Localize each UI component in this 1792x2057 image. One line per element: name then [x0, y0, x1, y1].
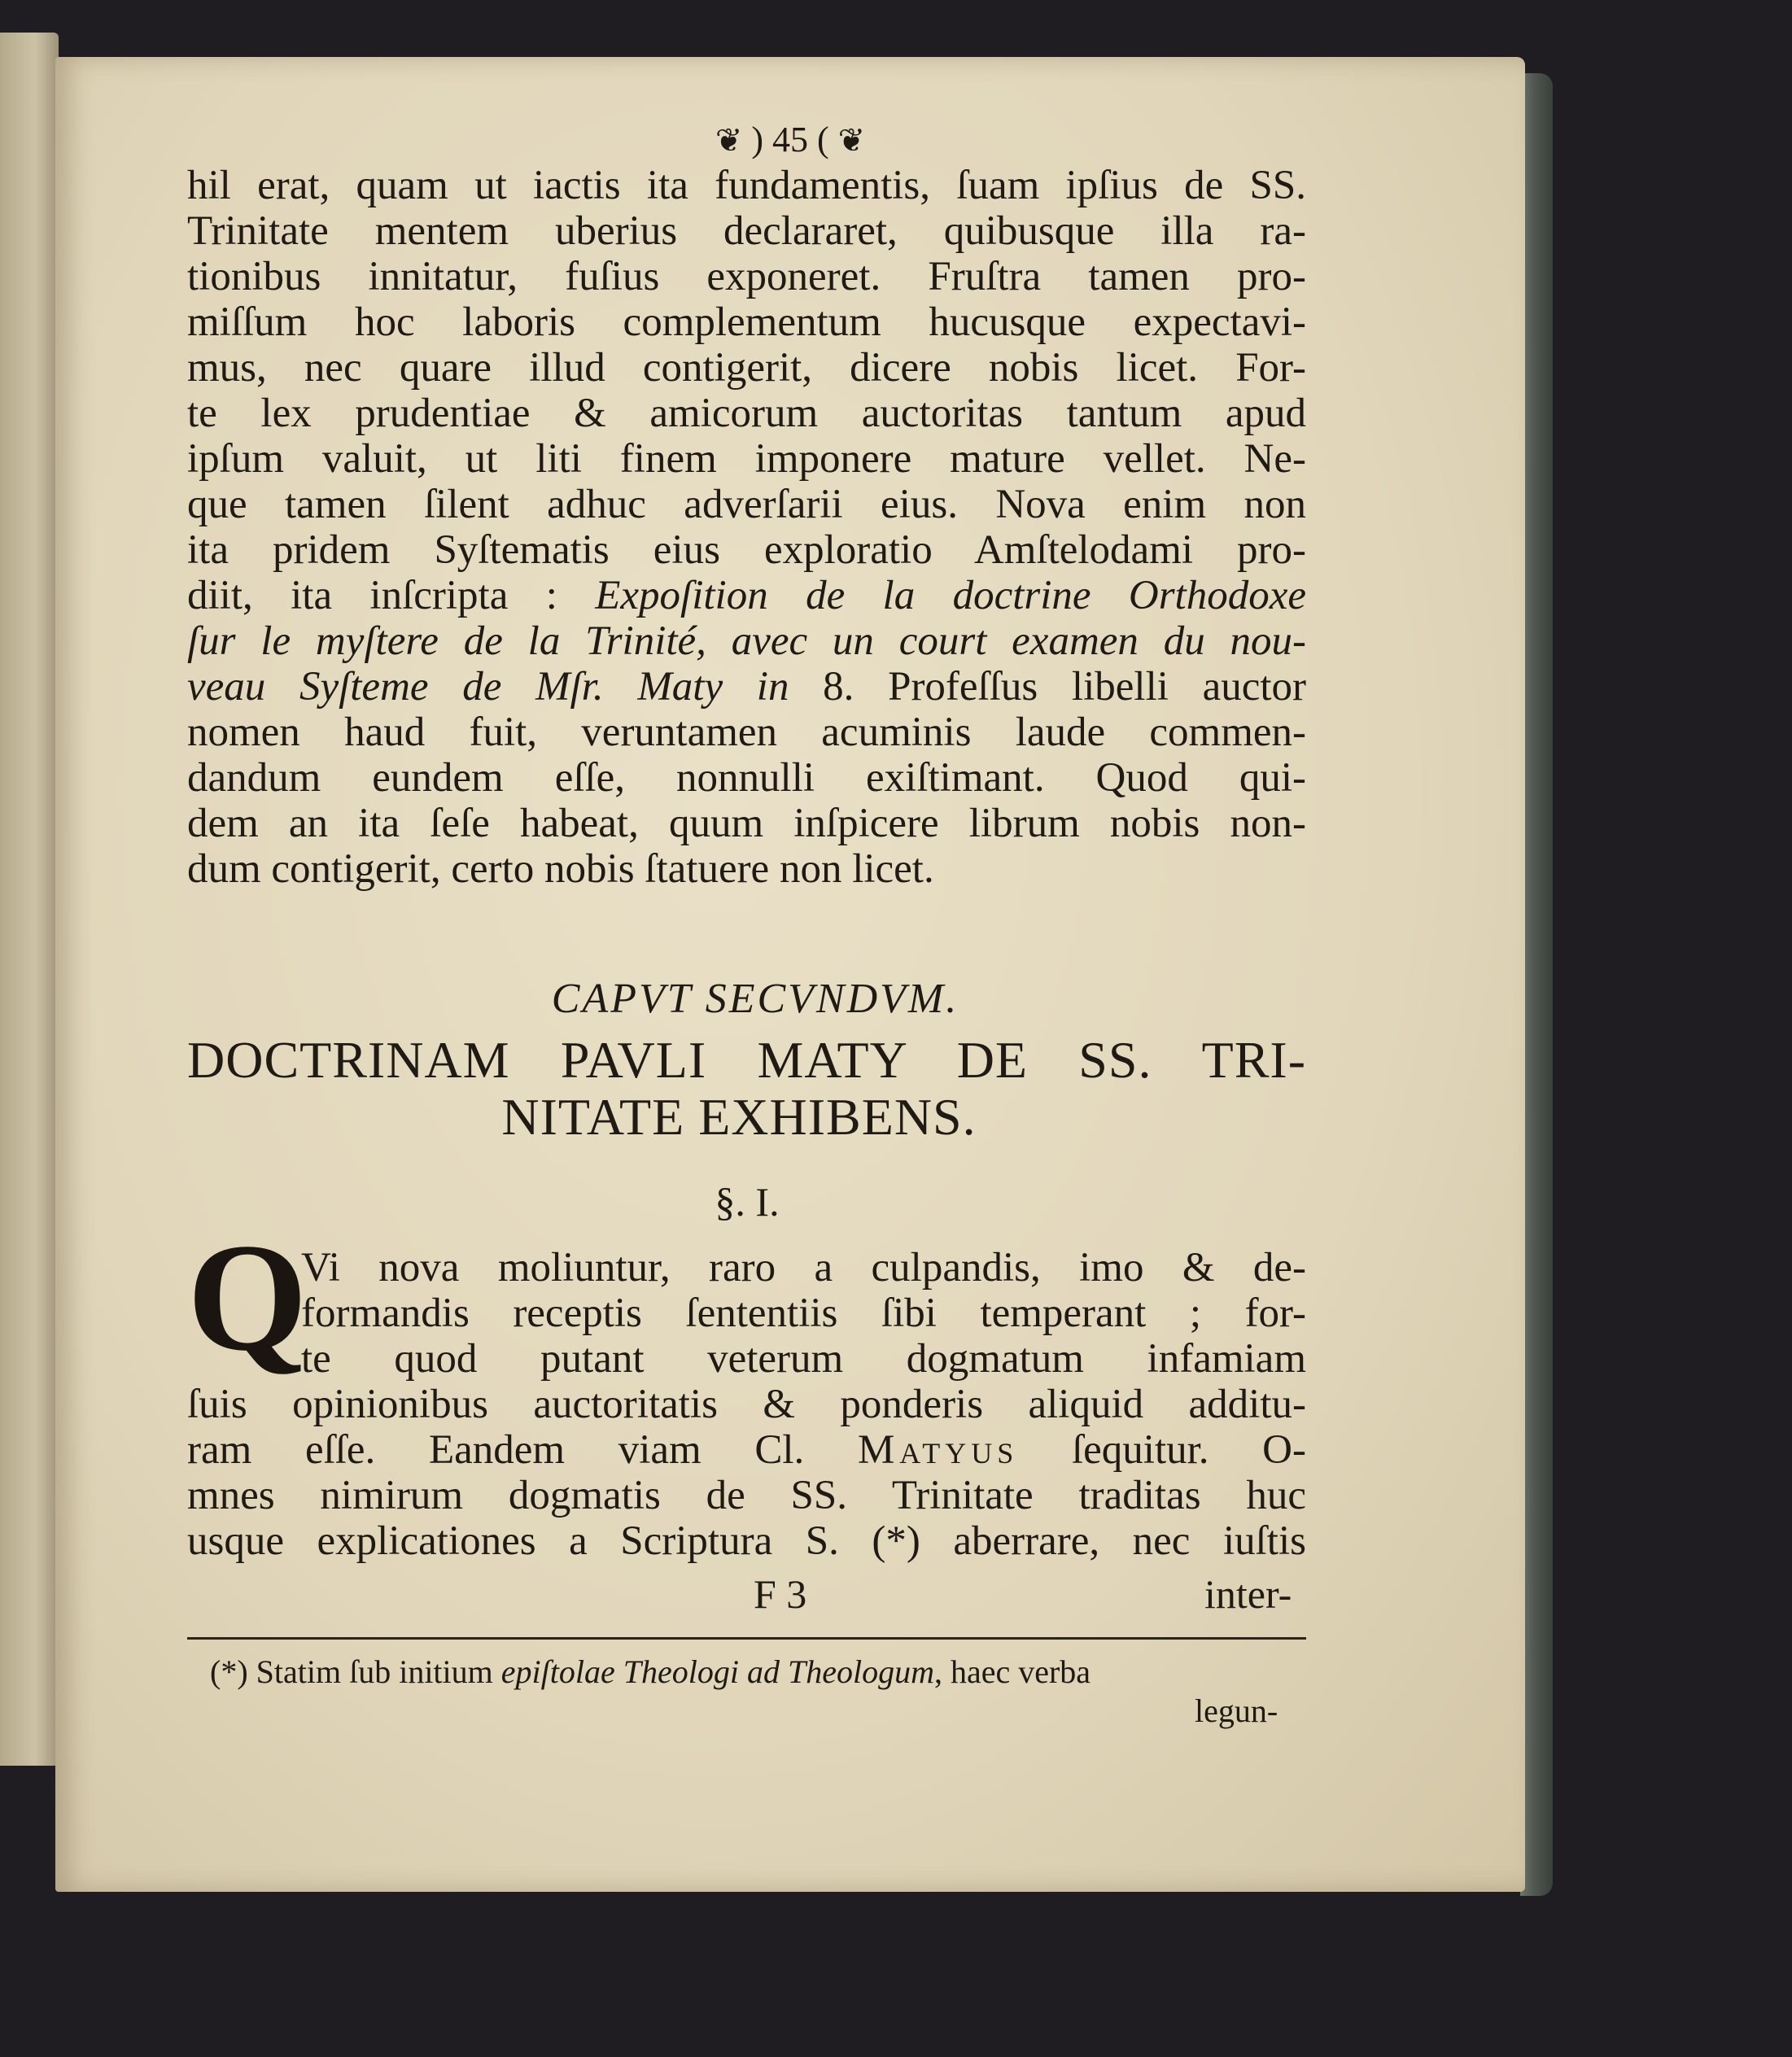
author-name: Matyus	[857, 1427, 1019, 1473]
book-title-italic: Expoſition de la doctrine Orthodoxe	[595, 573, 1306, 618]
text-span: ſequitur. O-	[1018, 1427, 1306, 1473]
book-page	[55, 57, 1525, 1892]
page-number: ) 45 (	[751, 120, 829, 159]
text-line: usque explicationes a Scriptura S. (*) aberrare, nec iuſtis	[187, 1518, 1306, 1564]
signature-mark: F 3	[754, 1571, 807, 1617]
text-line: tionibus innitatur, fuſius exponeret. Fruſtra tamen pro-	[187, 254, 1306, 299]
text-line: dum contigerit, certo nobis ſtatuere non licet.	[187, 846, 934, 892]
text-line: te lex prudentiae & amicorum auctoritas tantum apud	[187, 391, 1306, 436]
text-line: ita pridem Syſtematis eius exploratio Amſtelodami pro-	[187, 527, 1306, 573]
text-line: dem an ita ſeſe habeat, quum inſpicere librum nobis non-	[187, 801, 1306, 846]
drop-cap: Q	[187, 1212, 308, 1383]
book-title-italic: veau Syſteme de Mſr. Maty in	[187, 664, 789, 710]
text-line: mnes nimirum dogmatis de SS. Trinitate traditas huc	[187, 1473, 1306, 1518]
text-line: ipſum valuit, ut liti finem imponere mature vellet. Ne-	[187, 436, 1306, 482]
text-span: diit, ita inſcripta :	[187, 573, 596, 618]
text-span: (*) Statim ſub initium	[210, 1653, 501, 1690]
text-span: 8. Profeſſus libelli auctor	[789, 664, 1307, 710]
text-line: formandis receptis ſententiis ſibi temperant ; for-	[301, 1291, 1306, 1336]
book-title-italic-line: ſur le myſtere de la Trinité, avec un court examen du nou-	[187, 618, 1306, 664]
chapter-title-line: DOCTRINAM PAVLI MATY DE SS. TRI-	[187, 1031, 1306, 1089]
text-line: te quod putant veterum dogmatum infamiam	[301, 1336, 1306, 1382]
chapter-number: CAPVT SECVNDVM.	[551, 976, 959, 1022]
text-span: ram eſſe. Eandem viam Cl.	[187, 1427, 858, 1473]
text-line: Trinitate mentem uberius declararet, quibusque illa ra-	[187, 208, 1306, 254]
chapter-title-line: NITATE EXHIBENS.	[501, 1088, 977, 1146]
text-line: nomen haud fuit, veruntamen acuminis laude commen-	[187, 710, 1306, 755]
text-line	[187, 1427, 1306, 1473]
book-fore-edge	[1520, 73, 1553, 1896]
footnote-title-italic: epiſtolae Theologi ad Theologum	[500, 1653, 934, 1690]
text-line	[187, 573, 1306, 618]
ornament-left-icon: ❦	[715, 122, 743, 159]
text-span: , haec verba	[933, 1653, 1091, 1690]
running-header	[55, 119, 1525, 160]
facing-page-edge	[0, 33, 59, 1766]
footnote-line: legun-	[1195, 1692, 1278, 1729]
ornament-right-icon: ❦	[837, 122, 866, 159]
text-line: mus, nec quare illud contigerit, dicere nobis licet. For-	[187, 345, 1306, 391]
section-mark: §. I.	[715, 1179, 780, 1225]
text-line: dandum eundem eſſe, nonnulli exiſtimant. Quod qui-	[187, 755, 1306, 801]
text-line: que tamen ſilent adhuc adverſarii eius. Nova enim non	[187, 482, 1306, 527]
text-line: ſuis opinionibus auctoritatis & ponderis aliquid additu-	[187, 1382, 1306, 1427]
footnote-line	[210, 1653, 1090, 1691]
text-line: Vi nova moliuntur, raro a culpandis, imo & de-	[301, 1245, 1306, 1291]
text-line: hil erat, quam ut iactis ita fundamentis, ſuam ipſius de SS.	[187, 163, 1306, 208]
catchword: inter-	[1204, 1571, 1292, 1617]
footnote-rule	[187, 1637, 1306, 1640]
text-line: miſſum hoc laboris complementum hucusque expectavi-	[187, 299, 1306, 345]
text-line	[187, 664, 1306, 710]
